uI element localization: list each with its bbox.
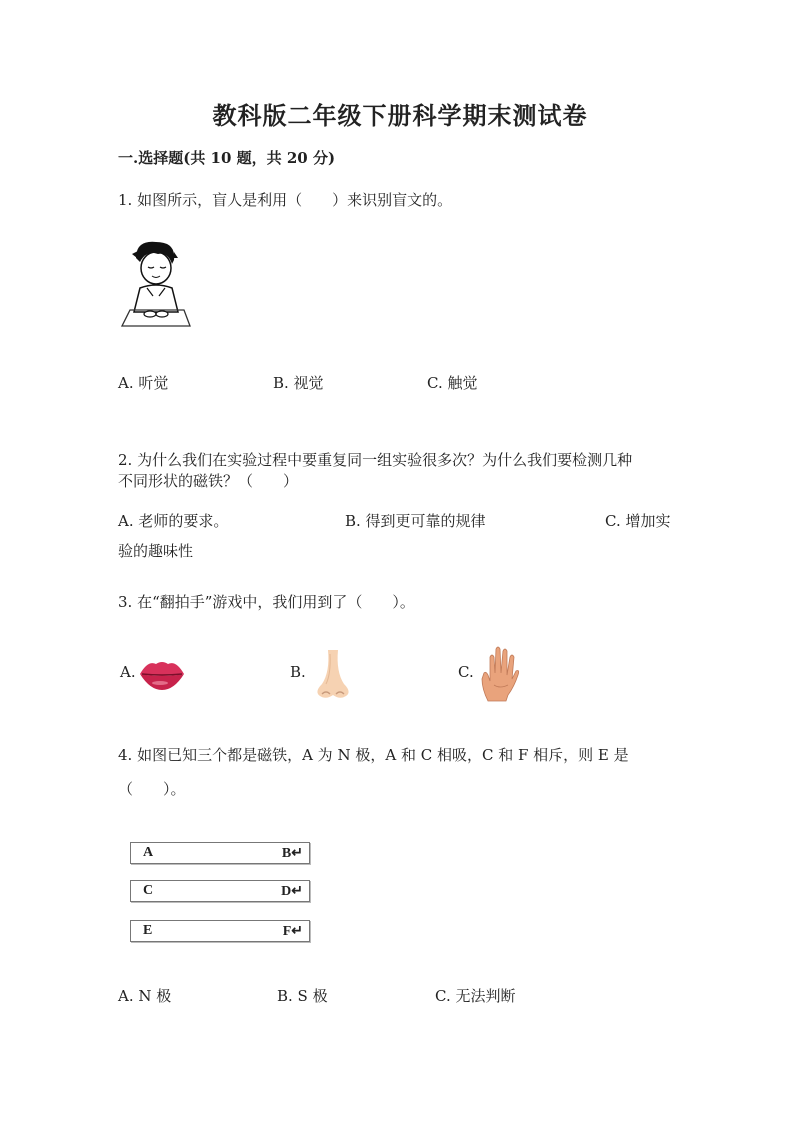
magnet-label-c: C [143,883,154,898]
question-4-text-line-1: 4. 如图已知三个都是磁铁，A 为 N 极，A 和 C 相吸，C 和 F 相斥，则 E 是 [118,746,629,764]
question-4-option-a: A. N 极 [118,987,172,1005]
question-2-option-c-wrap: 验的趣味性 [118,542,194,560]
question-1-option-a: A. 听觉 [118,374,169,392]
lips-icon [138,656,186,692]
question-2-text-line-1: 2. 为什么我们在实验过程中要重复同一组实验很多次？为什么我们要检测几种 [118,451,633,469]
magnet-label-e: E [143,923,153,938]
question-3-option-a: A. [120,663,136,681]
magnet-label-b: B↵ [281,846,303,861]
question-4-text-line-2: （ ）。 [118,780,186,798]
question-1-option-c: C. 触觉 [427,374,478,392]
magnet-bar-ef [130,920,310,942]
question-2-option-c: C. 增加实 [605,512,671,530]
question-3-text: 3. 在“翻拍手”游戏中，我们用到了（ ）。 [118,593,415,611]
question-1-text: 1. 如图所示，盲人是利用（ ）来识别盲文的。 [118,191,453,209]
page-title: 教科版二年级下册科学期末测试卷 [212,101,588,130]
question-4-option-c: C. 无法判断 [435,987,516,1005]
magnet-label-a: A [143,845,154,860]
hand-icon [476,643,522,703]
section-heading: 一.选择题(共 10 题，共 20 分) [118,149,336,167]
question-3-option-c: C. [458,663,474,681]
question-3-option-b: B. [290,663,306,681]
question-2-option-a: A. 老师的要求。 [118,512,229,530]
question-1-option-b: B. 视觉 [273,374,324,392]
nose-icon [310,648,356,702]
magnet-label-f: F↵ [282,924,303,939]
magnet-bar-cd [130,880,310,902]
magnet-bar-ab [130,842,310,864]
question-2-option-b: B. 得到更可靠的规律 [345,512,486,530]
blind-reader-illustration-icon [120,238,192,330]
magnet-label-d: D↵ [281,884,303,899]
question-4-option-b: B. S 极 [277,987,328,1005]
question-2-text-line-2: 不同形状的磁铁？（ ） [118,472,299,490]
